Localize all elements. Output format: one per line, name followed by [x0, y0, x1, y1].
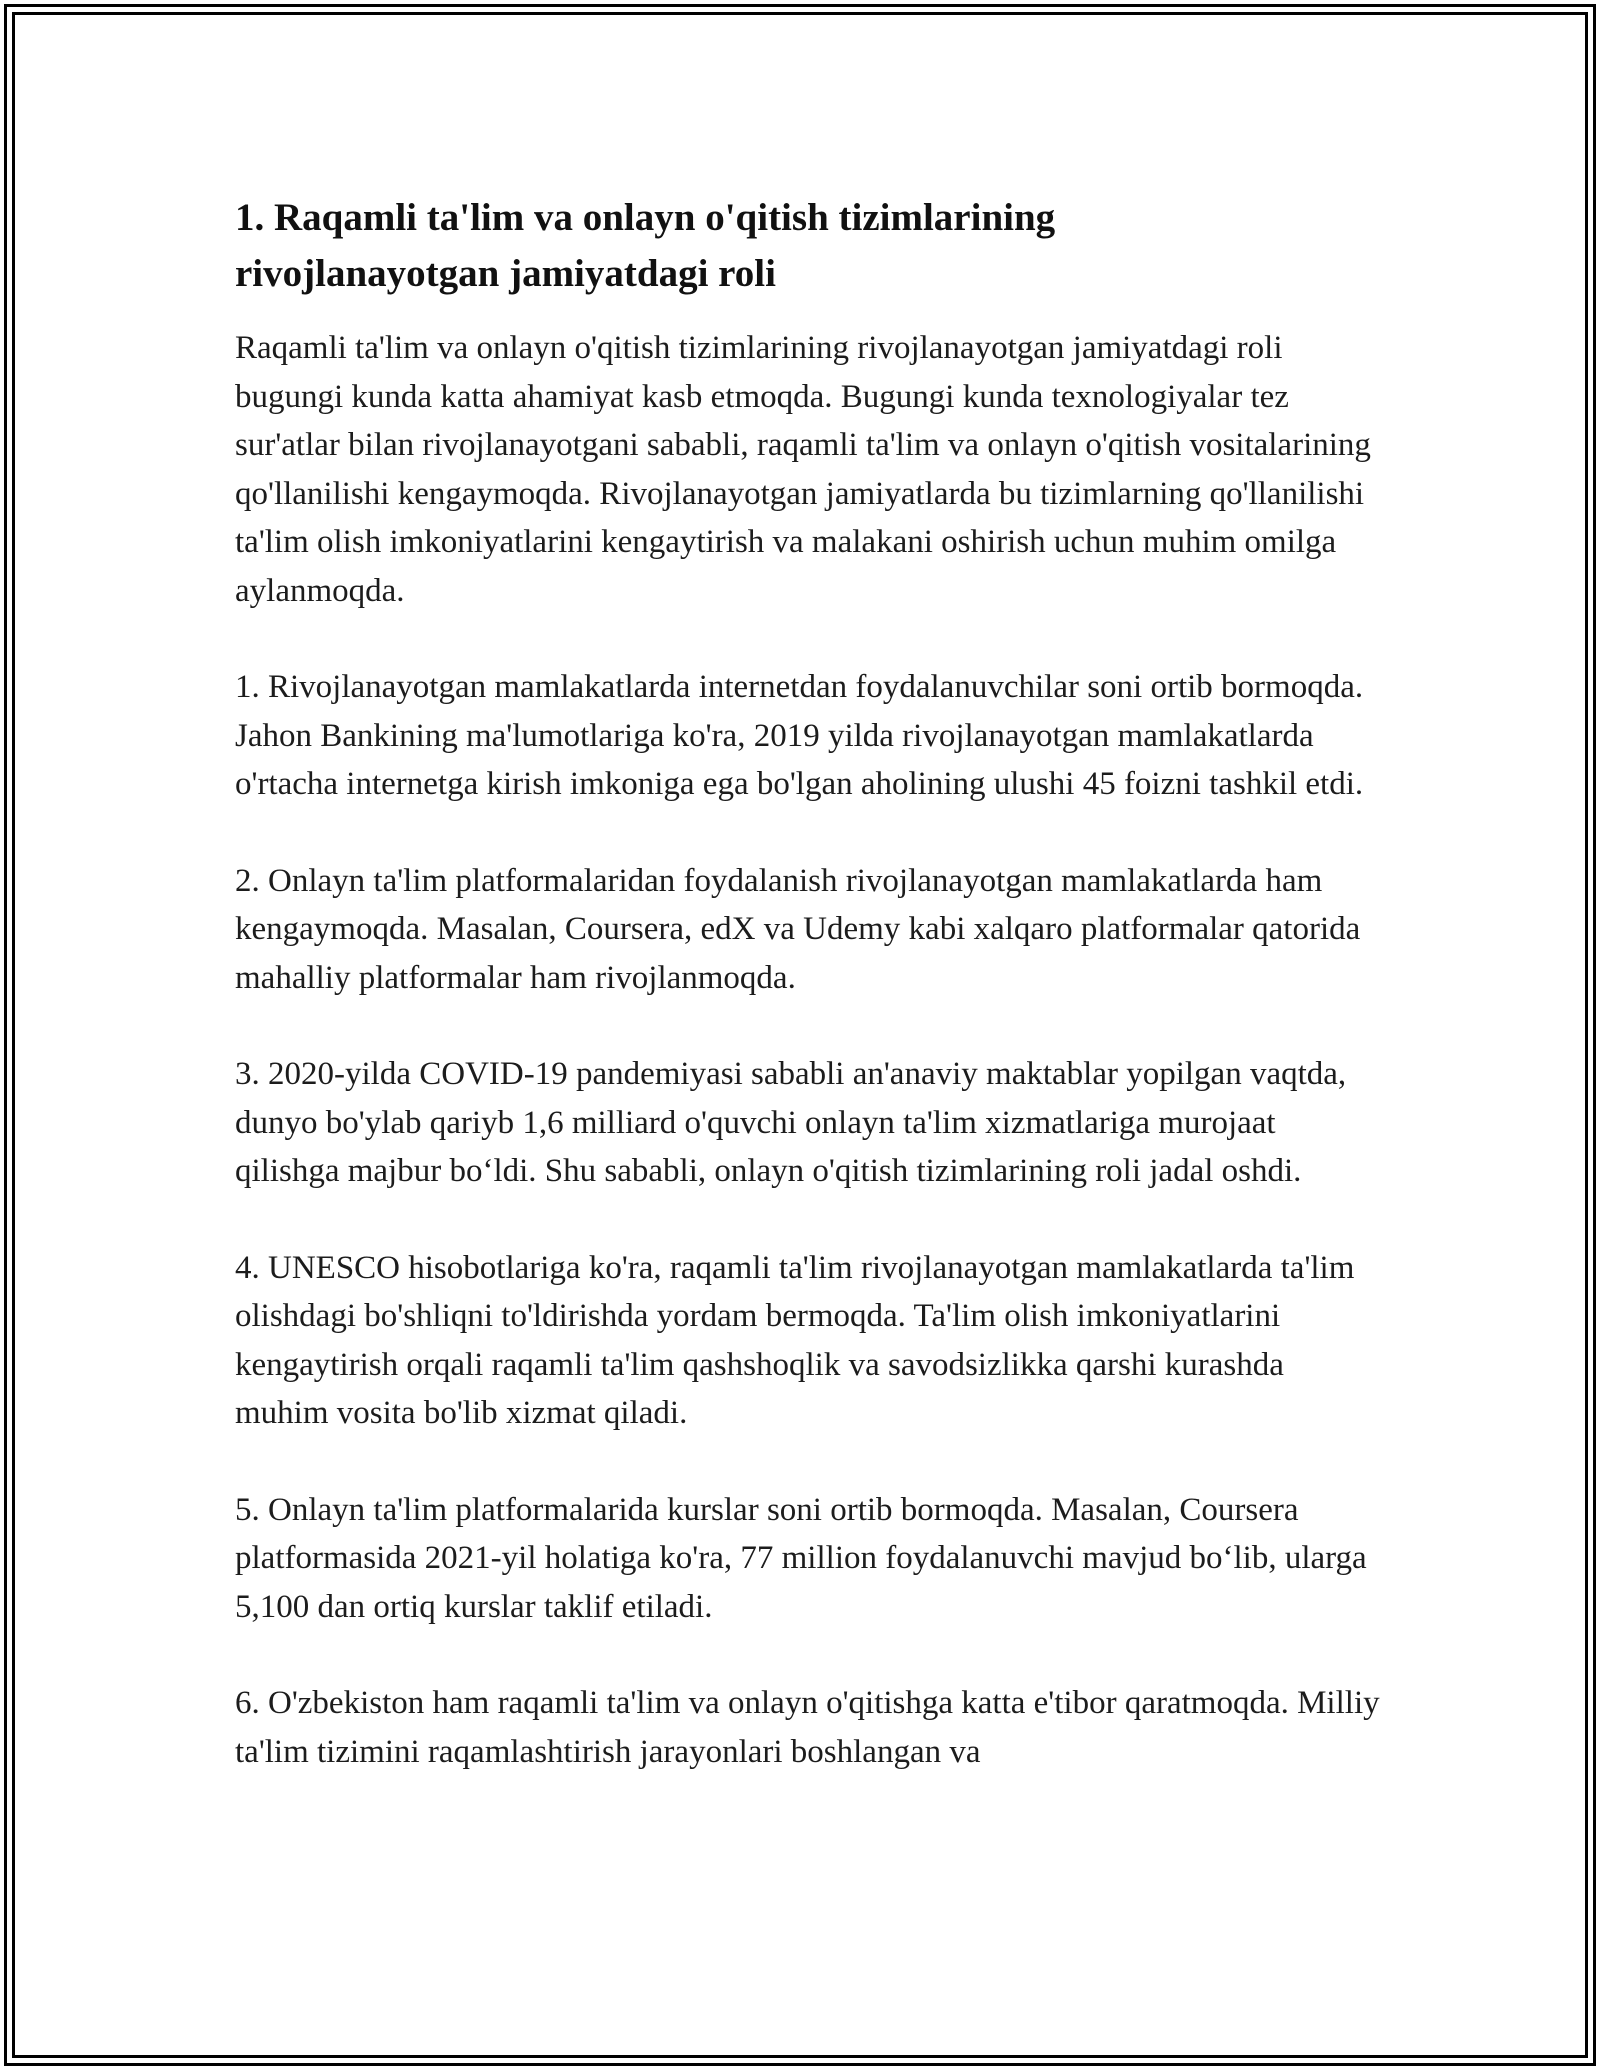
- point-6-paragraph: 6. O'zbekiston ham raqamli ta'lim va onlayn o'qitishga katta e'tibor qaratmoqda. Milliy ta'lim tizimini raqamlashtirish jarayonlari boshlangan va: [235, 1685, 1380, 1770]
- point-2-paragraph: 2. Onlayn ta'lim platformalaridan foydalanish rivojlanayotgan mamlakatlarda ham kengaymoqda. Masalan, Coursera, edX va Udemy kabi xalqaro platformalar qatorida mahalliy platformalar ham rivojlanmoqda.: [235, 862, 1361, 996]
- point-3-paragraph: 3. 2020-yilda COVID-19 pandemiyasi sababli an'anaviy maktablar yopilgan vaqtda, dunyo bo'ylab qariyb 1,6 milliard o'quvchi onlayn ta'lim xizmatlariga murojaat qilishga majbur bo‘ldi. Shu sababli, onlayn o'qitish tizimlarining roli jadal oshdi.: [235, 1056, 1347, 1189]
- point-5-paragraph: 5. Onlayn ta'lim platformalarida kurslar soni ortib bormoqda. Masalan, Coursera platformasida 2021-yil holatiga ko'ra, 77 million foydalanuvchi mavjud bo‘lib, ularga 5,100 dan ortiq kurslar taklif etiladi.: [235, 1491, 1367, 1625]
- intro-paragraph: Raqamli ta'lim va onlayn o'qitish tizimlarining rivojlanayotgan jamiyatdagi roli bugungi kunda katta ahamiyat kasb etmoqda. Bugungi kunda texnologiyalar tez sur'atlar bilan rivojlanayotgani sababli, raqamli ta'lim va onlayn o'qitish vositalarining qo'llanilishi kengaymoqda. Rivojlanayotgan jamiyatlarda bu tizimlarning qo'llanilishi ta'lim olish imkoniyatlarini kengaytirish va malakani oshirish uchun muhim omilga aylanmoqda.: [235, 330, 1371, 609]
- point-4-paragraph: 4. UNESCO hisobotlariga ko'ra, raqamli ta'lim rivojlanayotgan mamlakatlarda ta'lim olishdagi bo'shliqni to'ldirishda yordam bermoqda. Ta'lim olish imkoniyatlarini kengaytirish orqali raqamli ta'lim qashshoqlik va savodsizlikka qarshi kurashda muhim vosita bo'lib xizmat qiladi.: [235, 1249, 1355, 1431]
- point-1-paragraph: 1. Rivojlanayotgan mamlakatlarda internetdan foydalanuvchilar soni ortib bormoqda. Jahon Bankining ma'lumotlariga ko'ra, 2019 yilda rivojlanayotgan mamlakatlarda o'rtacha internetga kirish imkoniga ega bo'lgan aholining ulushi 45 foizni tashkil etdi.: [235, 669, 1364, 802]
- document-page: [235, 190, 1385, 1824]
- document-title: 1. Raqamli ta'lim va onlayn o'qitish tizimlarining rivojlanayotgan jamiyatdagi roli: [235, 196, 1056, 295]
